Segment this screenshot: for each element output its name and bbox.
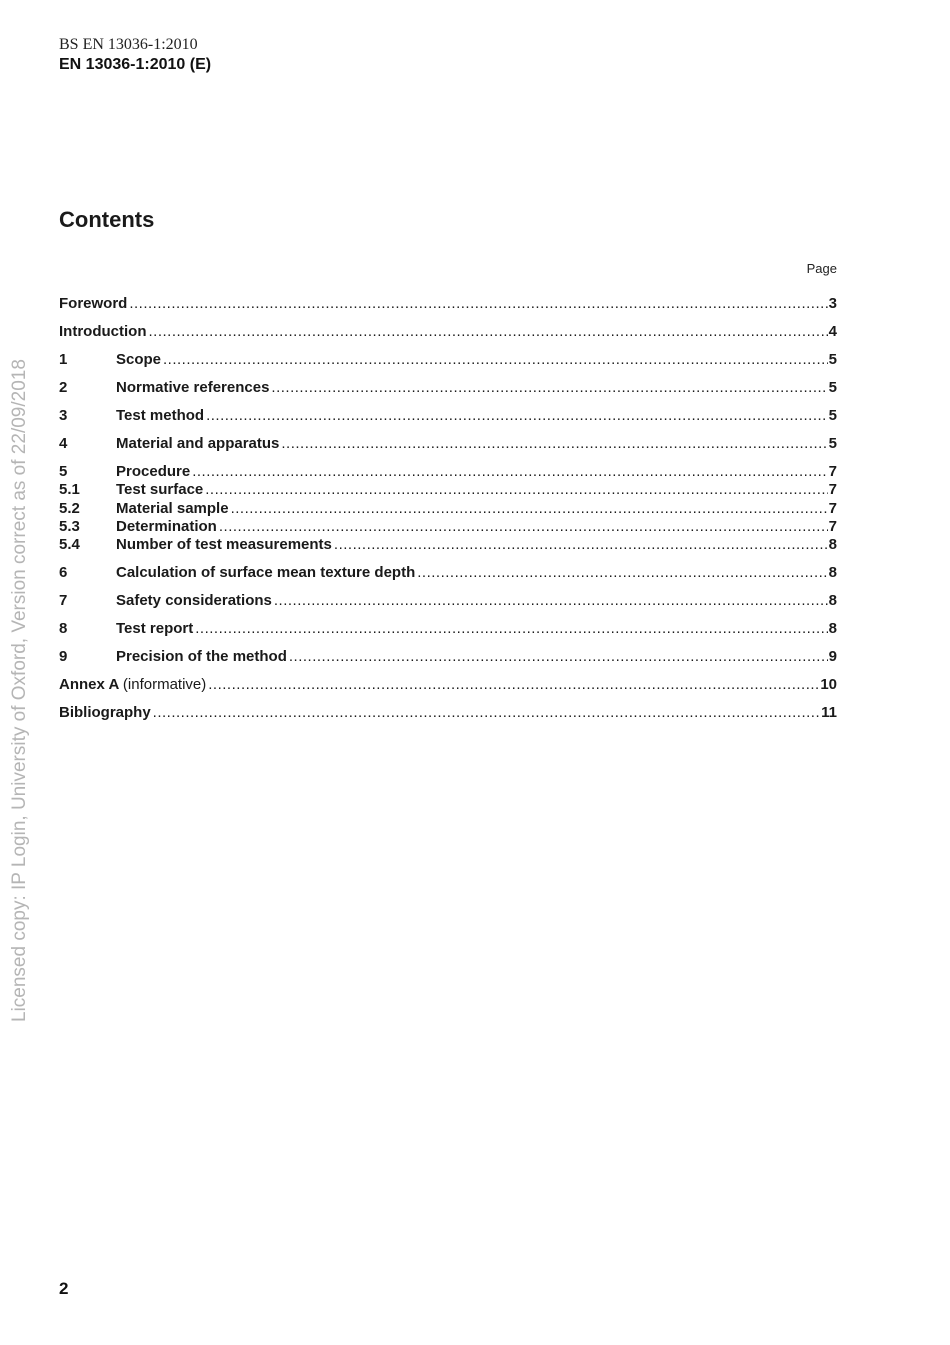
annex-type: (informative)	[122, 676, 207, 694]
toc-entry-number: 5.4	[59, 536, 80, 554]
toc-entry-number: 1	[59, 350, 68, 368]
toc-entry-title: Material sample	[116, 499, 229, 517]
toc-entry-title: Test method	[116, 406, 205, 424]
toc-entry-precision[interactable]	[59, 648, 837, 666]
annex-label: Annex A	[59, 676, 119, 694]
page-column-label: Page	[806, 261, 837, 276]
toc-leader-dots	[271, 379, 827, 397]
toc-entry-number: 9	[59, 648, 68, 666]
toc-entry-page: 8	[828, 536, 837, 554]
toc-entry-page: 11	[821, 704, 837, 722]
toc-leader-dots	[153, 704, 820, 722]
toc-entry-page: 8	[828, 620, 837, 638]
document-id-subheader: EN 13036-1:2010 (E)	[59, 56, 212, 73]
toc-entry-page: 9	[828, 648, 837, 666]
toc-entry-page: 8	[828, 564, 837, 582]
toc-entry-calculation[interactable]	[59, 564, 837, 582]
toc-entry-number: 5.3	[59, 518, 80, 536]
document-id-header: BS EN 13036-1:2010	[59, 36, 198, 53]
toc-entry-number: 6	[59, 564, 68, 582]
toc-entry-title: Calculation of surface mean texture depth	[116, 564, 416, 582]
toc-entry-normative-references[interactable]	[59, 379, 837, 397]
toc-leader-dots	[219, 518, 828, 536]
toc-entry-title: Test surface	[116, 481, 204, 499]
toc-entry-test-method[interactable]	[59, 407, 837, 425]
toc-entry-introduction[interactable]	[59, 323, 837, 341]
toc-entry-foreword[interactable]	[59, 295, 837, 313]
toc-entry-title: Bibliography	[59, 704, 151, 722]
toc-entry-number: 3	[59, 406, 68, 424]
toc-entry-number: 5	[59, 462, 68, 480]
toc-entry-number: 4	[59, 434, 68, 452]
toc-entry-title: Number of test measurements	[116, 536, 332, 554]
toc-leader-dots	[206, 407, 828, 425]
toc-entry-scope[interactable]	[59, 351, 837, 369]
toc-entry-title: Introduction	[59, 322, 147, 340]
toc-entry-page: 8	[828, 592, 837, 610]
toc-entry-test-report[interactable]	[59, 620, 837, 638]
toc-entry-safety-considerations[interactable]	[59, 592, 837, 610]
toc-leader-dots	[205, 481, 827, 499]
toc-entry-determination[interactable]	[59, 518, 837, 536]
toc-entry-annex-a[interactable]	[59, 676, 837, 694]
toc-entry-page: 7	[828, 462, 837, 480]
toc-leader-dots	[208, 676, 819, 694]
toc-entry-number: 2	[59, 378, 68, 396]
toc-entry-title: Normative references	[116, 378, 270, 396]
toc-entry-number: 8	[59, 620, 68, 638]
toc-entry-number-of-test-measurements[interactable]	[59, 536, 837, 554]
toc-leader-dots	[163, 351, 828, 369]
page-number: 2	[59, 1279, 69, 1298]
toc-leader-dots	[289, 648, 828, 666]
toc-entry-procedure[interactable]	[59, 463, 837, 481]
toc-entry-title: Material and apparatus	[116, 434, 280, 452]
toc-entry-page: 3	[828, 295, 837, 312]
toc-entry-title: Test report	[116, 620, 194, 638]
toc-entry-title: Scope	[116, 350, 162, 368]
toc-leader-dots	[192, 463, 827, 481]
toc-entry-material-and-apparatus[interactable]	[59, 435, 837, 453]
toc-entry-page: 10	[820, 676, 837, 694]
toc-leader-dots	[417, 564, 827, 582]
toc-entry-title: Safety considerations	[116, 592, 272, 610]
toc-leader-dots	[148, 323, 827, 341]
toc-leader-dots	[231, 500, 828, 518]
toc-entry-page: 5	[828, 406, 837, 424]
toc-leader-dots	[274, 592, 828, 610]
toc-entry-title: Procedure	[116, 462, 191, 480]
toc-entry-title: Determination	[116, 518, 217, 536]
contents-heading: Contents	[59, 207, 155, 232]
toc-leader-dots	[195, 620, 827, 638]
toc-entry-title: Precision of the method	[116, 648, 287, 666]
toc-entry-test-surface[interactable]	[59, 481, 837, 499]
toc-entry-title: Foreword	[59, 295, 128, 312]
toc-entry-page: 7	[828, 518, 837, 536]
toc-entry-page: 7	[828, 481, 837, 499]
toc-entry-bibliography[interactable]	[59, 704, 837, 722]
toc-leader-dots	[129, 295, 827, 313]
toc-leader-dots	[281, 435, 827, 453]
toc-entry-page: 7	[828, 499, 837, 517]
toc-entry-page: 5	[828, 378, 837, 396]
table-of-contents	[59, 295, 837, 723]
toc-entry-page: 4	[828, 322, 837, 340]
toc-entry-page: 5	[828, 434, 837, 452]
toc-entry-material-sample[interactable]	[59, 500, 837, 518]
toc-entry-number: 7	[59, 592, 68, 610]
toc-leader-dots	[334, 536, 828, 554]
toc-entry-number: 5.1	[59, 481, 80, 499]
license-watermark: Licensed copy: IP Login, University of Oxford, Version correct as of 22/09/2018	[9, 359, 30, 1022]
toc-entry-page: 5	[828, 350, 837, 368]
toc-entry-title	[59, 676, 206, 694]
toc-entry-number: 5.2	[59, 499, 80, 517]
